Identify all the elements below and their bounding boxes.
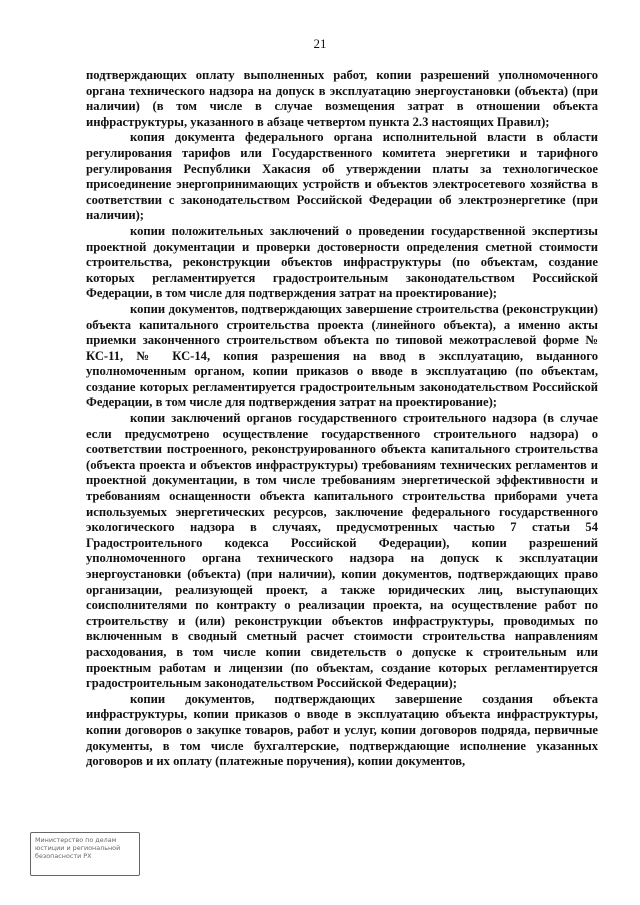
stamp-line-3: безопасности РХ bbox=[35, 852, 92, 860]
document-body bbox=[86, 68, 598, 770]
stamp-line-1: Министерство по делам bbox=[35, 836, 117, 844]
page-number: 21 bbox=[313, 36, 327, 51]
paragraph-4: копии документов, подтверждающих завершение строительства (реконструкции) объекта капитального строительства проекта (линейного объекта), а именно акты приемки законченного строительством объекта по типовой межотраслевой форме № КС-11, № КС-14, копия разрешения на ввод в эксплуатацию, выданного уполномоченным органом, копии приказов о вводе в эксплуатацию (по объектам, создание которых регламентируется градостроительным законодательством Российской Федерации, в том числе для подтверждения затрат на проектирование); bbox=[86, 301, 598, 410]
paragraph-2: копия документа федерального органа исполнительной власти в области регулирования тарифов или Государственного комитета энергетики и тарифного регулирования Республики Хакасия об утверждении платы за технологическое присоединение энергопринимающих устройств и объектов электросетевого хозяйства в соответствии с законодательством Российской Федерации об электроэнергетике (при наличии); bbox=[86, 130, 598, 223]
stamp-line-2: юстиции и региональной bbox=[35, 844, 121, 852]
ministry-stamp bbox=[30, 832, 140, 876]
paragraph-6: копии документов, подтверждающих завершение создания объекта инфраструктуры, копии приказов о вводе в эксплуатацию объекта инфраструктуры, копии договоров о закупке товаров, работ и услуг, копии договоров подряда, первичные документы, в том числе бухгалтерские, подтверждающие исполнение указанных договоров и их оплату (платежные поручения), копии документов, bbox=[86, 691, 598, 769]
paragraph-5: копии заключений органов государственного строительного надзора (в случае если предусмотрено осуществление государственного строительного надзора) о соответствии построенного, реконструированного объекта капитального строительства (объекта проекта и объектов инфраструктуры) требованиям технических регламентов и проектной документации, в том числе требованиям энергетической эффективности и требованиям оснащенности объекта капитального строительства приборами учета используемых энергетических ресурсов, заключение федерального государственного экологического надзора в случаях, предусмотренных частью 7 статьи 54 Градостроительного кодекса Российской Федерации), копии разрешений уполномоченного органа технического надзора на допуск к эксплуатации энергоустановки (объекта) (при наличии), копии документов, подтверждающих право организации, реализующей проект, а также юридических лиц, выступающих соисполнителями по контракту о реализации проекта, на осуществление работ по строительству и (или) реконструкции объектов инфраструктуры, проводимых по включенным в сводный сметный расчет стоимости строительства направлениям расходования, в том числе копии свидетельств о допуске к строительным или проектным работам и лицензии (по объектам, создание которых регламентируется градостроительным законодательством Российской Федерации); bbox=[86, 411, 598, 691]
paragraph-3: копии положительных заключений о проведении государственной экспертизы проектной документации и проверки достоверности определения сметной стоимости строительства, реконструкции объектов инфраструктуры (по объектам, создание которых регламентируется градостроительным законодательством Российской Федерации, в том числе для подтверждения затрат на проектирование); bbox=[86, 223, 598, 301]
paragraph-1: подтверждающих оплату выполненных работ, копии разрешений уполномоченного органа технического надзора на допуск в эксплуатацию энергоустановки (объекта) (при наличии) (в том числе в случае возмещения затрат в отношении объекта инфраструктуры, указанного в абзаце четвертом пункта 2.3 настоящих Правил); bbox=[86, 68, 598, 129]
